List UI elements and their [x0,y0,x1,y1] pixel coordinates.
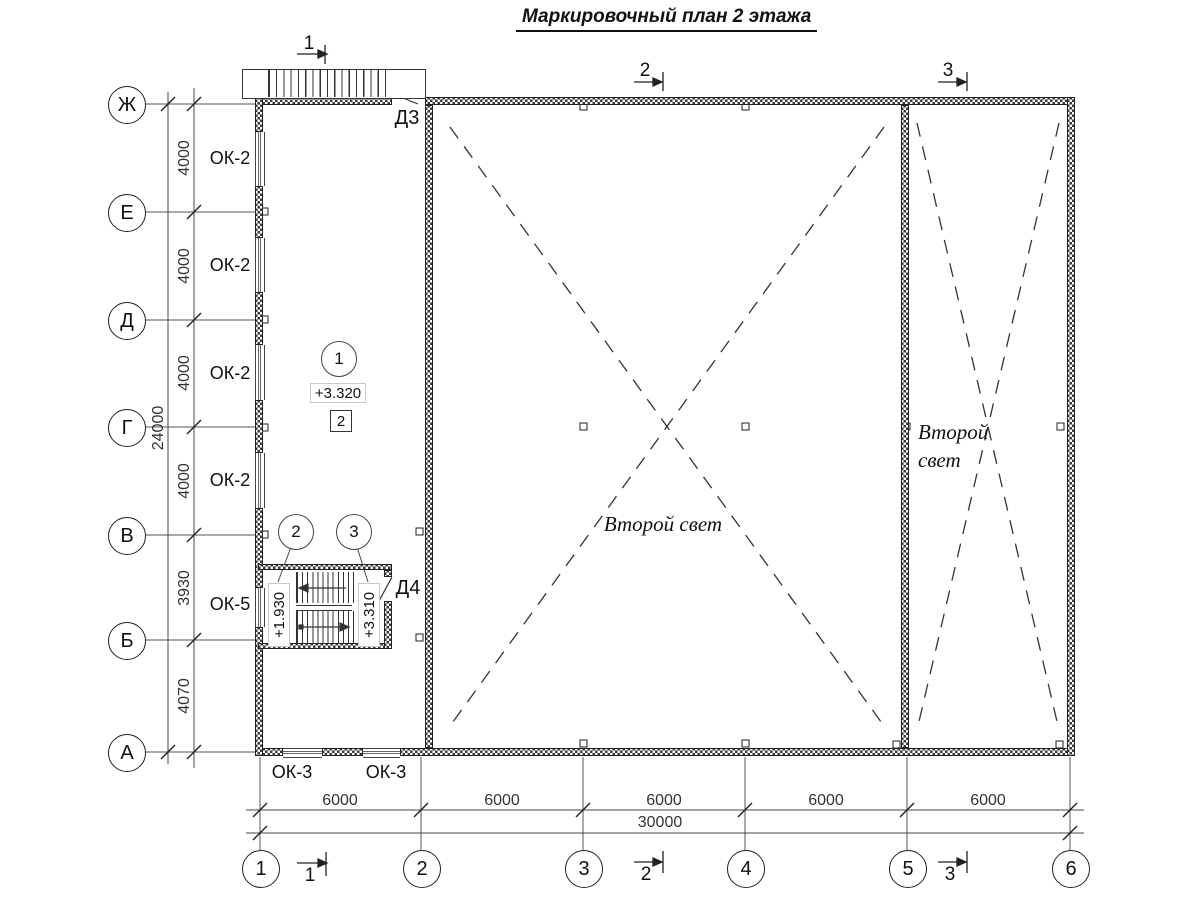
dim-left-5: 3930 [176,570,193,606]
label-ok5: ОК-5 [209,594,251,614]
wall-bottom-seg2 [322,748,363,756]
col-axis-4: 4 [727,850,765,888]
dim-bottom-total: 30000 [637,814,683,831]
label-ok3-1: ОК-3 [271,762,313,782]
section-2-top: 2 [639,60,651,81]
dim-left-1: 4000 [176,140,193,176]
label-ok2-2: ОК-2 [209,255,251,275]
second-light-label-right-line1: Второй [918,420,989,444]
col-axis-5: 5 [889,850,927,888]
section-1-top: 1 [303,33,315,54]
wall-bottom-seg3 [400,748,1075,756]
interior-stair-lower-flight [296,611,354,643]
row-axis-v: В [108,517,146,555]
callout-1: 1 [321,341,357,377]
level-stair-top: +3.310 [358,583,380,647]
window-ok3-2 [363,748,400,758]
dim-left-3: 4000 [176,355,193,391]
dim-left-2: 4000 [176,248,193,284]
dim-bottom-5: 6000 [970,792,1006,809]
wall-axis2 [425,105,433,748]
row-axis-zh: Ж [108,86,146,124]
exterior-stair-treads [268,69,386,97]
label-ok2-1: ОК-2 [209,148,251,168]
callout-2: 2 [278,514,314,550]
label-ok2-4: ОК-2 [209,470,251,490]
page-title: Маркировочный план 2 этажа [516,6,817,32]
stair-enclosure-wall-right-lower [384,601,392,649]
row-axis-e: Е [108,194,146,232]
wall-axis5 [901,105,909,748]
dim-bottom-1: 6000 [322,792,358,809]
label-ok3-2: ОК-3 [365,762,407,782]
window-ok3-1 [283,748,322,758]
dim-bottom-2: 6000 [484,792,520,809]
section-1-bottom: 1 [304,865,316,886]
col-axis-6: 6 [1052,850,1090,888]
wall-left-seg2 [255,186,263,238]
row-axis-g: Г [108,409,146,447]
label-ok2-3: ОК-2 [209,363,251,383]
row-axis-a: А [108,734,146,772]
level-main: +3.320 [310,383,366,403]
section-2-bottom: 2 [640,864,652,885]
wall-left-seg5 [255,508,263,588]
dim-left-6: 4070 [176,678,193,714]
stair-enclosure-wall-top [258,564,392,570]
wall-left-seg3 [255,292,263,345]
second-light-label-right-line2: свет [918,448,961,472]
dim-left-4: 4000 [176,463,193,499]
stair-enclosure-wall-right-upper [384,570,392,577]
dim-bottom-3: 6000 [646,792,682,809]
wall-top-right [425,97,1075,105]
level-stair-mid: +1.930 [268,583,290,647]
section-3-bottom: 3 [944,864,956,885]
dim-left-total: 24000 [150,405,167,451]
wall-left-seg4 [255,400,263,453]
wall-left-seg1 [255,97,263,132]
label-door-d4: Д4 [395,577,421,599]
col-axis-2: 2 [403,850,441,888]
row-axis-b: Б [108,622,146,660]
second-light-label-middle: Второй свет [603,512,723,536]
door-leaf-lines [379,92,418,601]
callout-3: 3 [336,514,372,550]
dim-bottom-4: 6000 [808,792,844,809]
section-3-top: 3 [942,60,954,81]
wall-right [1067,97,1075,756]
interior-stair-upper-flight [296,572,354,603]
row-axis-d: Д [108,302,146,340]
label-door-d3: Д3 [394,107,420,129]
col-axis-3: 3 [565,850,603,888]
callout-boxed-2: 2 [330,410,352,432]
col-axis-1: 1 [242,850,280,888]
